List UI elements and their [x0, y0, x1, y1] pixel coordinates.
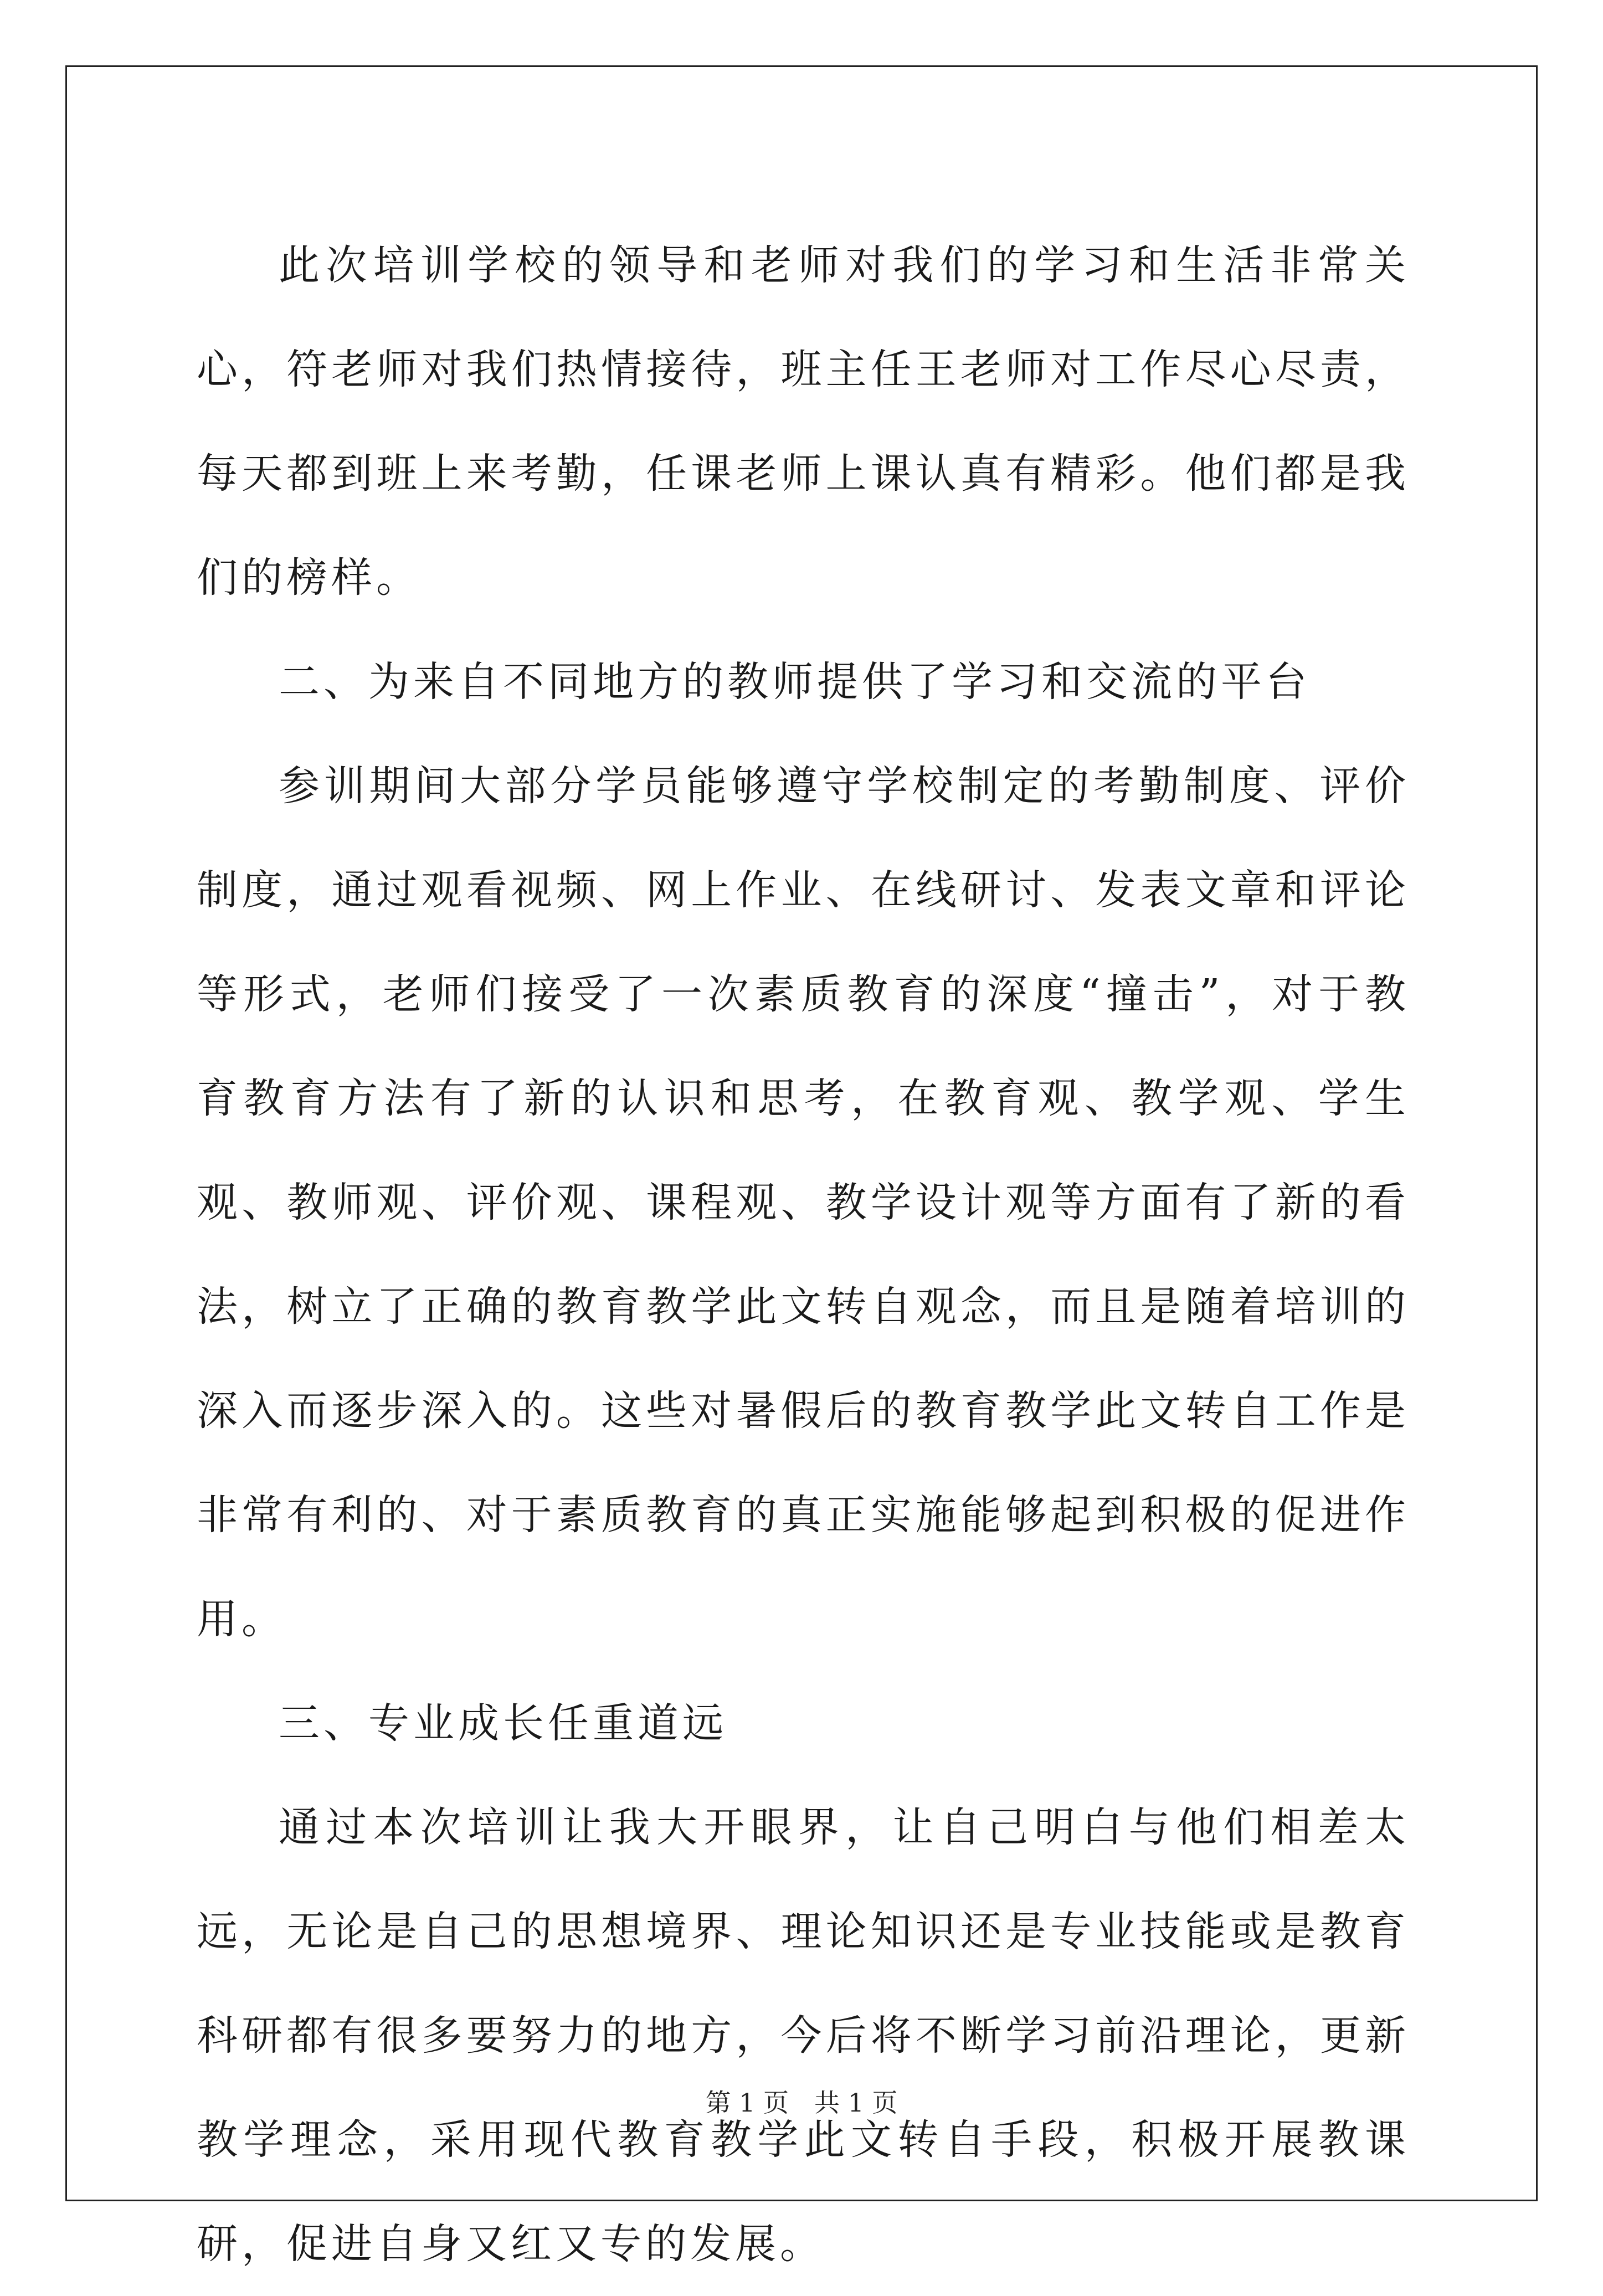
paragraph-growth: 通过本次培训让我大开眼界，让自己明白与他们相差太远，无论是自己的思想境界、理论知识还是专业技能或是教育科研都有很多要努力的地方，今后将不断学习前沿理论，更新教学理念，采用现代教育教学此文转自手段，积极开展教课研，促进自身又红又专的发展。	[197, 1804, 1410, 2268]
page-number-footer: 第 1 页 共 1 页	[705, 2088, 898, 2118]
paragraph-care: 此次培训学校的领导和老师对我们的学习和生活非常关心，符老师对我们热情接待，班主任王老师对工作尽心尽责，每天都到班上来考勤，任课老师上课认真有精彩。他们都是我们的榜样。	[197, 242, 1410, 602]
heading-section-three: 三、专业成长任重道远	[279, 1699, 727, 1747]
document-body	[197, 213, 1410, 2296]
heading-section-two: 二、为来自不同地方的教师提供了学习和交流的平台	[279, 658, 1311, 706]
paragraph-training: 参训期间大部分学员能够遵守学校制定的考勤制度、评价制度，通过观看视频、网上作业、在线研讨、发表文章和评论等形式，老师们接受了一次素质教育的深度“撞击”，对于教育教育方法有了新的认识和思考，在教育观、教学观、学生观、教师观、评价观、课程观、教学设计观等方面有了新的看法，树立了正确的教育教学此文转自观念，而且是随着培训的深入而逐步深入的。这些对暑假后的教育教学此文转自工作是非常有利的、对于素质教育的真正实施能够起到积极的促进作用。	[197, 762, 1410, 1643]
